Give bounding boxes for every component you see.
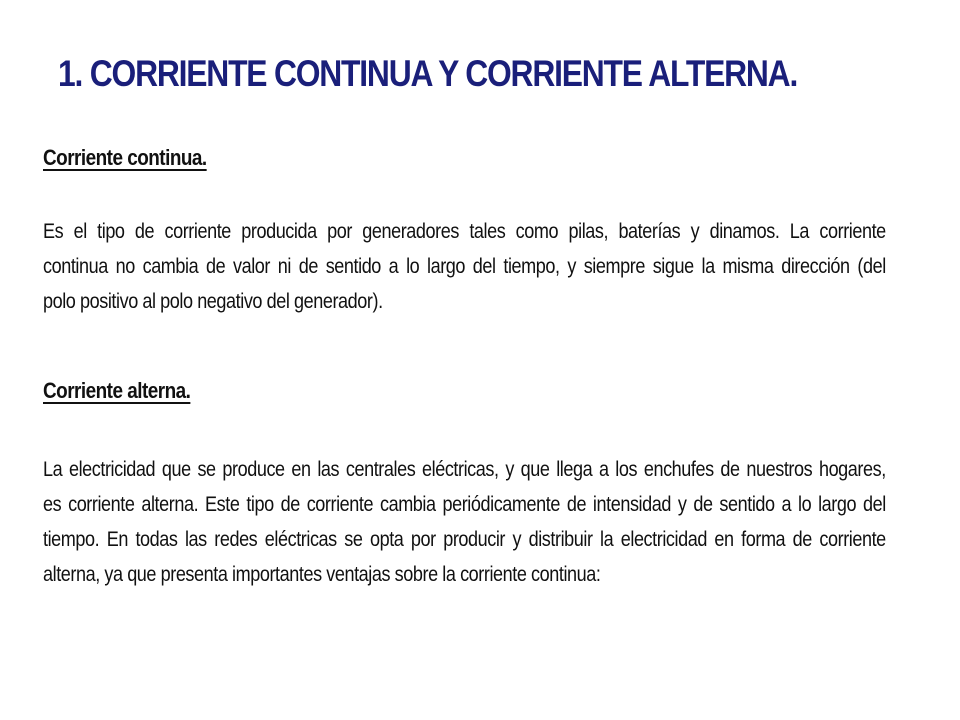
paragraph-corriente-continua — [43, 214, 886, 319]
paragraph-line: continua no cambia de valor ni de sentido a lo largo del tiempo, y siempre sigue la misma dirección (del — [43, 255, 886, 278]
paragraph-line: tiempo. En todas las redes eléctricas se opta por producir y distribuir la electricidad en forma de corriente — [43, 528, 886, 551]
paragraph-line: es corriente alterna. Este tipo de corriente cambia periódicamente de intensidad y de sentido a lo largo del — [43, 493, 886, 516]
paragraph-line: Es el tipo de corriente producida por generadores tales como pilas, baterías y dinamos. La corriente — [43, 220, 886, 243]
slide-title: 1. CORRIENTE CONTINUA Y CORRIENTE ALTERNA. — [58, 53, 798, 94]
paragraph-corriente-alterna — [43, 452, 886, 592]
paragraph-line: alterna, ya que presenta importantes ventajas sobre la corriente continua: — [43, 563, 601, 586]
section-heading-corriente-continua: Corriente continua. — [43, 145, 207, 170]
section-heading-corriente-alterna: Corriente alterna. — [43, 378, 191, 403]
paragraph-line: polo positivo al polo negativo del generador). — [43, 290, 383, 313]
paragraph-line: La electricidad que se produce en las centrales eléctricas, y que llega a los enchufes de nuestros hogares, — [43, 458, 886, 481]
